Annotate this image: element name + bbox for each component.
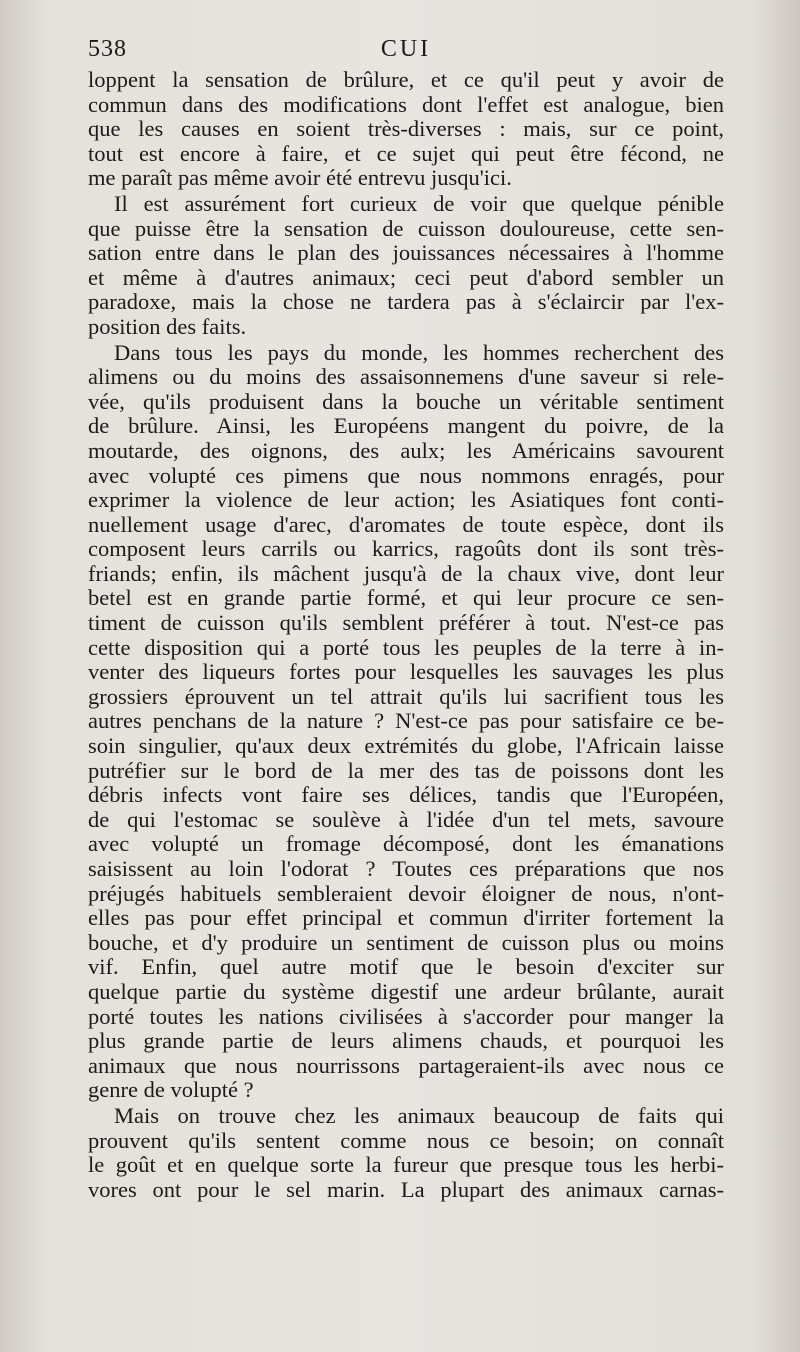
text-line: avec volupté ces pimens que nous nommons enragés, pour (88, 463, 724, 488)
running-head: CUI (380, 36, 432, 62)
text-line: composent leurs carrils ou karrics, ragoûts dont ils sont très- (88, 537, 724, 562)
text-line: loppent la sensation de brûlure, et ce qu'il peut y avoir de (88, 68, 724, 92)
text-line: vif. Enfin, quel autre motif que le besoin d'exciter sur (88, 955, 724, 980)
text-line: commun dans des modifications dont l'effet est analogue, bien (88, 92, 724, 117)
page-header (88, 30, 724, 70)
text-line: exprimer la violence de leur action; les Asiatiques font conti- (88, 488, 724, 513)
text-line: préjugés habituels sembleraient devoir éloigner de nous, n'ont- (88, 881, 724, 906)
text-line: alimens ou du moins des assaisonnemens d'une saveur si rele- (88, 365, 724, 390)
page-number: 538 (88, 36, 127, 62)
text-line: bouche, et d'y produire un sentiment de cuisson plus ou moins (88, 930, 724, 955)
text-line: timent de cuisson qu'ils semblent préférer à tout. N'est-ce pas (88, 611, 724, 636)
text-line: moutarde, des oignons, des aulx; les Américains savourent (88, 438, 724, 463)
text-line: que puisse être la sensation de cuisson douloureuse, cette sen- (88, 216, 724, 241)
text-line: grossiers éprouvent un tel attrait qu'ils lui sacrifient tous les (88, 684, 724, 709)
text-line: sation entre dans le plan des jouissances nécessaires à l'homme (88, 241, 724, 266)
text-line: Mais on trouve chez les animaux beaucoup de faits qui (114, 1103, 724, 1128)
text-line: autres penchans de la nature ? N'est-ce pas pour satisfaire ce be- (88, 709, 724, 734)
text-line: le goût et en quelque sorte la fureur que presque tous les herbi- (88, 1153, 724, 1178)
text-line: quelque partie du système digestif une ardeur brûlante, aurait (88, 979, 724, 1004)
text-line: débris infects vont faire ses délices, tandis que l'Européen, (88, 783, 724, 808)
text-line: animaux que nous nourrissons partageraient-ils avec nous ce (88, 1053, 724, 1078)
paragraph (88, 1104, 724, 1202)
text-line: porté toutes les nations civilisées à s'accorder pour manger la (88, 1004, 724, 1029)
text-line: genre de volupté ? (88, 1078, 254, 1103)
text-line: tout est encore à faire, et ce sujet qui peut être fécond, ne (88, 141, 724, 166)
text-line: nuellement usage d'arec, d'aromates de toute espèce, dont ils (88, 512, 724, 537)
text-line: paradoxe, mais la chose ne tardera pas à s'éclaircir par l'ex- (88, 290, 724, 315)
text-line: venter des liqueurs fortes pour lesquelles les sauvages les plus (88, 660, 724, 685)
text-line: de qui l'estomac se soulève à l'idée d'un tel mets, savoure (88, 807, 724, 832)
text-line: betel est en grande partie formé, et qui leur procure ce sen- (88, 586, 724, 611)
text-line: que les causes en soient très-diverses : mais, sur ce point, (88, 117, 724, 142)
text-line: putréfier sur le bord de la mer des tas de poissons dont les (88, 758, 724, 783)
text-line: friands; enfin, ils mâchent jusqu'à de la chaux vive, dont leur (88, 561, 724, 586)
text-line: avec volupté un fromage décomposé, dont les émanations (88, 832, 724, 857)
text-line: et même à d'autres animaux; ceci peut d'abord sembler un (88, 265, 724, 290)
text-line: Il est assurément fort curieux de voir que quelque pénible (114, 191, 724, 216)
text-line: prouvent qu'ils sentent comme nous ce besoin; on connaît (88, 1128, 724, 1153)
body-text (88, 68, 724, 1203)
text-line: position des faits. (88, 314, 247, 339)
text-line: vores ont pour le sel marin. La plupart des animaux carnas- (88, 1177, 724, 1202)
text-line: elles pas pour effet principal et commun d'irriter fortement la (88, 906, 724, 931)
paragraph (88, 68, 724, 191)
text-line: vée, qu'ils produisent dans la bouche un véritable sentiment (88, 389, 724, 414)
paragraph (88, 192, 724, 340)
text-line: plus grande partie de leurs alimens chauds, et pourquoi les (88, 1029, 724, 1054)
text-line: me paraît pas même avoir été entrevu jusqu'ici. (88, 166, 512, 191)
text-line: saisissent au loin l'odorat ? Toutes ces préparations que nos (88, 857, 724, 881)
text-line: cette disposition qui a porté tous les peuples de la terre à in- (88, 635, 724, 660)
text-line: soin singulier, qu'aux deux extrémités du globe, l'Africain laisse (88, 734, 724, 759)
paragraph (88, 341, 724, 1103)
text-line: Dans tous les pays du monde, les hommes recherchent des (114, 340, 724, 365)
text-line: de brûlure. Ainsi, les Européens mangent du poivre, de la (88, 414, 724, 439)
